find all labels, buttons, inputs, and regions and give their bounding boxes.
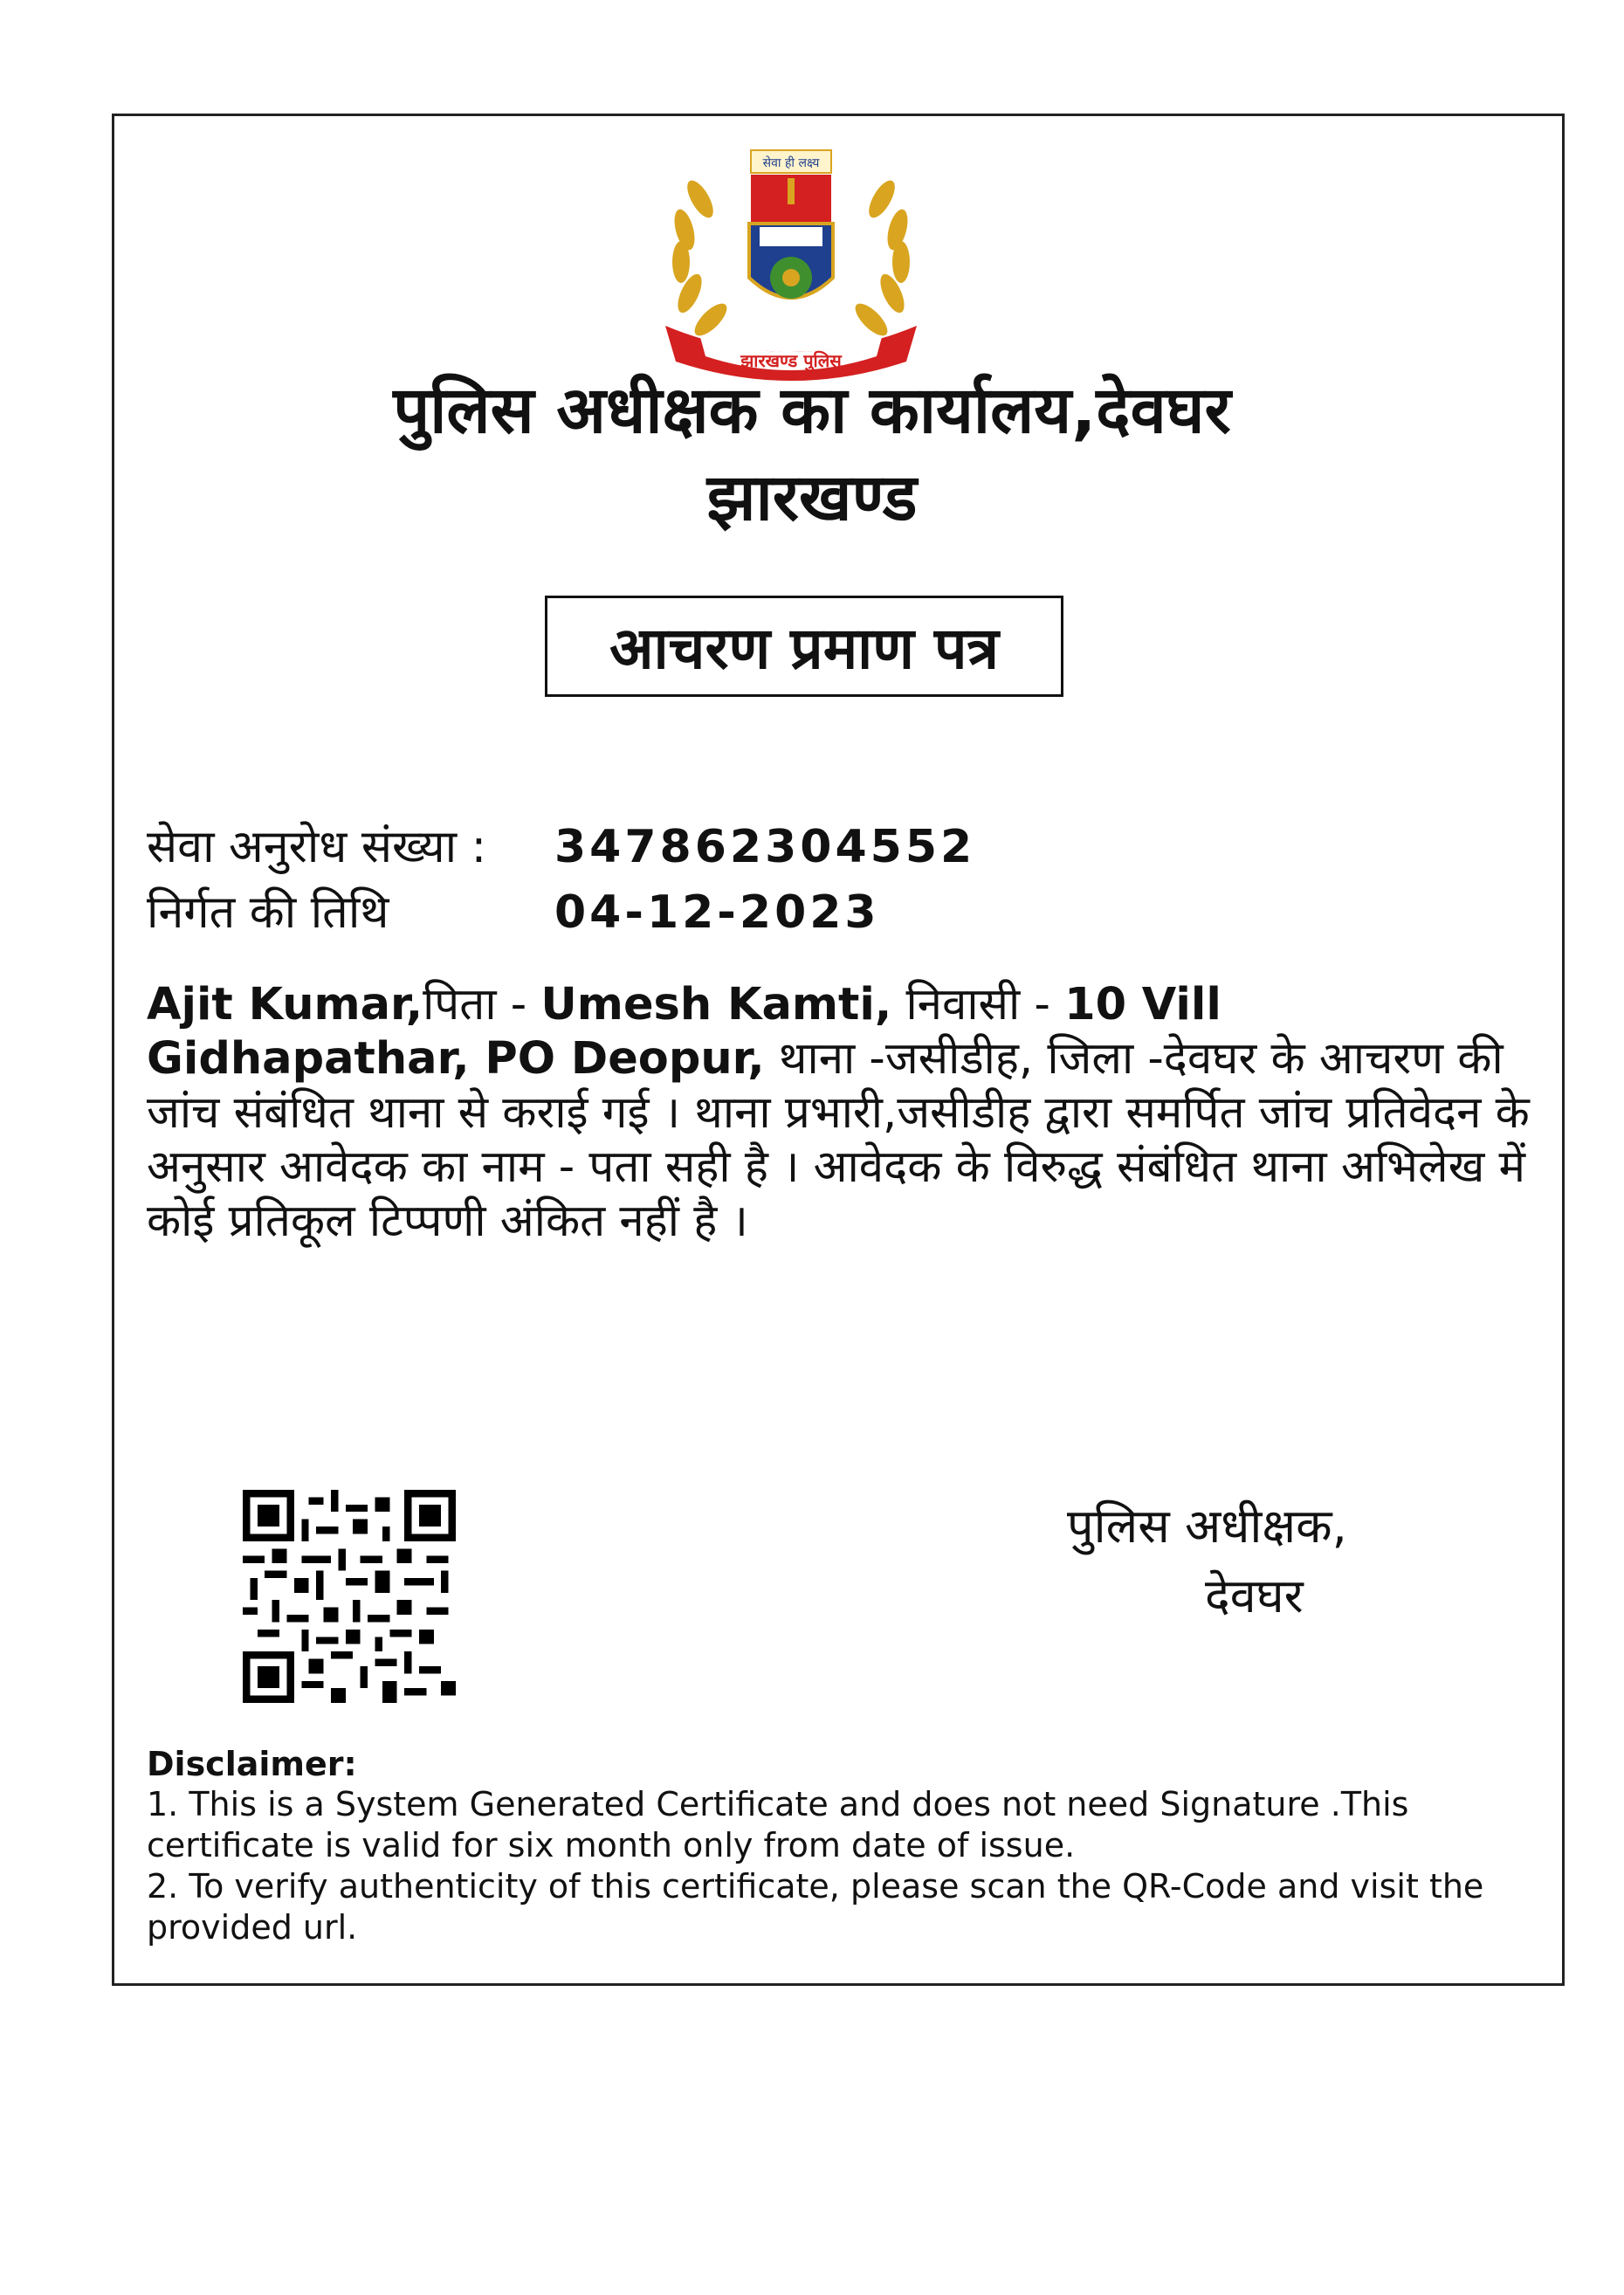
certificate-body <box>147 978 1544 1249</box>
issue-date-row <box>147 882 880 943</box>
issue-date-label: निर्गत की तिथि <box>147 886 389 939</box>
request-number-label: सेवा अनुरोध संख्या : <box>147 821 487 873</box>
request-number-row <box>147 817 975 878</box>
signatory-title: पुलिस अधीक्षक, <box>1067 1499 1347 1554</box>
disclaimer-heading: Disclaimer: <box>147 1745 357 1783</box>
office-state: झारखण्ड <box>706 460 918 535</box>
signatory-location: देवघर <box>1205 1568 1304 1623</box>
office-title: पुलिस अधीक्षक का कार्यालय,देवघर <box>393 373 1231 448</box>
emblem-motto: सेवा ही लक्ष्य <box>762 156 820 170</box>
request-number-value: 347862304552 <box>554 821 976 873</box>
father-label: पिता - <box>423 979 541 1030</box>
applicant-address: 10 Vill Gidhapathar, PO Deopur, <box>147 979 1221 1085</box>
disclaimer-text <box>147 1784 1509 1948</box>
disclaimer-line-1: 1. This is a System Generated Certificate and does not need Signature .This certificate is valid for six month only from date of issue. <box>147 1785 1409 1864</box>
father-name: Umesh Kamti, <box>540 979 892 1030</box>
disclaimer-line-2: 2. To verify authenticity of this certificate, please scan the QR-Code and visit the provided url. <box>147 1867 1484 1947</box>
certificate-title: आचरण प्रमाण पत्र <box>609 615 999 682</box>
qr-code-icon[interactable] <box>243 1490 456 1703</box>
certificate-statement: थाना -जसीडीह, जिला -देवघर के आचरण की जांच संबंधित थाना से कराई गई । थाना प्रभारी,जसीडीह द्वारा समर्पित जांच प्रतिवेदन के अनुसार आवेदक का नाम - पता सही है । आवेदक के विरुद्ध संबंधित थाना अभिलेख में कोई प्रतिकूल टिप्पणी अंकित नहीं है । <box>147 1033 1530 1247</box>
resident-label: निवासी - <box>891 979 1065 1030</box>
certificate-title-box <box>545 596 1063 697</box>
issue-date-value: 04-12-2023 <box>554 886 880 939</box>
police-emblem-logo <box>648 147 934 391</box>
emblem-ribbon-text: झारखण्ड पुलिस <box>740 350 842 371</box>
applicant-name: Ajit Kumar, <box>147 979 423 1030</box>
